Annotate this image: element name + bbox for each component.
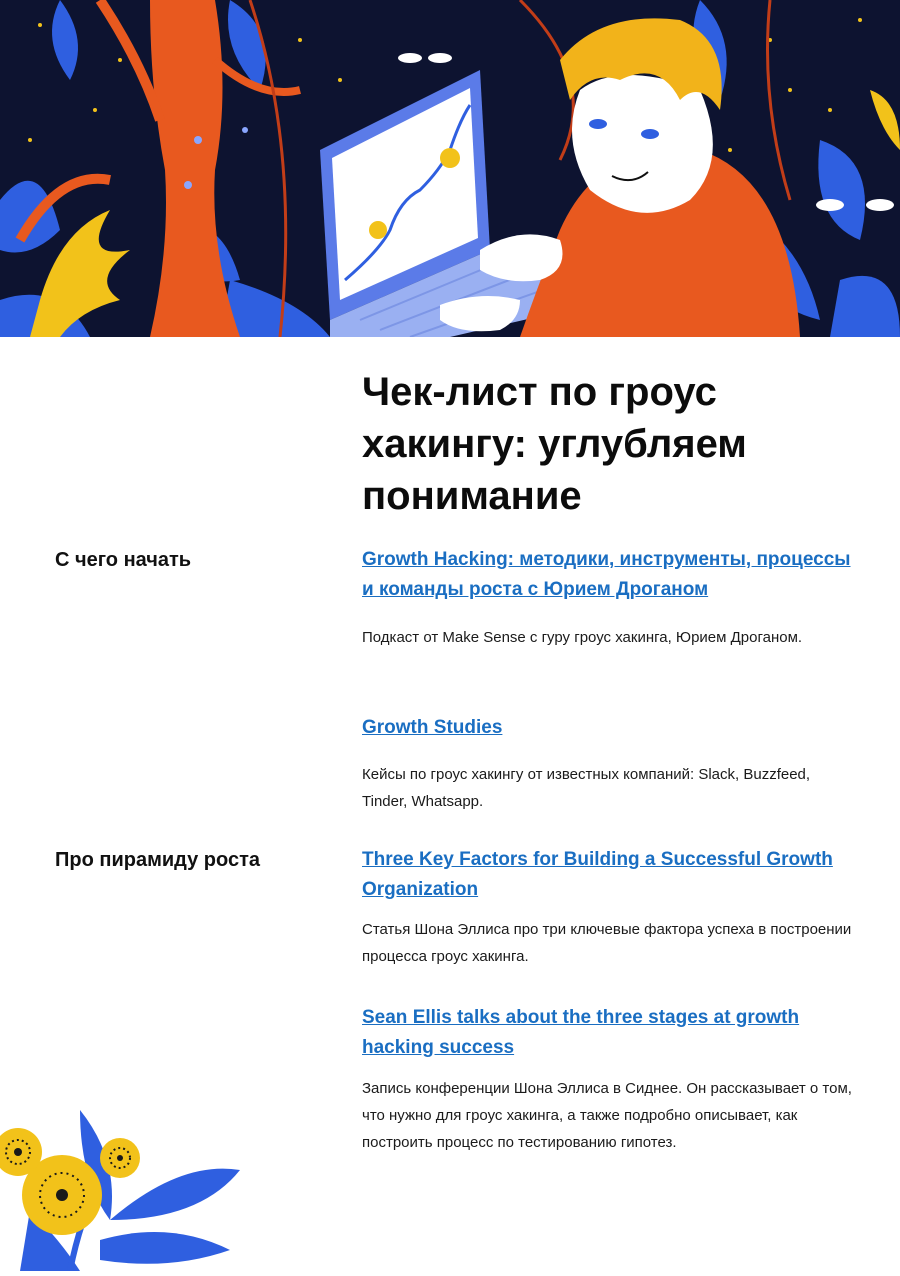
link-three-key-factors[interactable]: Three Key Factors for Building a Successful Growth Organization (362, 849, 833, 900)
flowers-decoration (0, 1100, 260, 1271)
page-title: Чек-лист по гроус хакингу: углубляем понимание (362, 370, 747, 518)
desc-sean-ellis-talk: Запись конференции Шона Эллиса в Сиднее. Он рассказывает о том, что нужно для гроус хакинга, а также подробно описывает, как построить процесс по тестированию гипотез. (362, 1080, 852, 1151)
link-sean-ellis-talk[interactable]: Sean Ellis talks about the three stages at growth hacking success (362, 1007, 800, 1058)
desc-growth-studies: Кейсы по гроус хакингу от известных компаний: Slack, Buzzfeed, Tinder, Whatsapp. (362, 766, 811, 810)
flowers-art (0, 1100, 260, 1271)
link-growth-studies[interactable]: Growth Studies (362, 717, 503, 738)
hero-illustration (0, 0, 900, 337)
flower-small-right (100, 1138, 140, 1178)
section-label-pyramid: Про пирамиду роста (55, 849, 260, 871)
section-label-start: С чего начать (55, 549, 192, 571)
link-growth-hacking-podcast[interactable]: Growth Hacking: методики, инструменты, процессы и команды роста с Юрием Дроганом (362, 549, 851, 600)
desc-growth-hacking-podcast: Подкаст от Make Sense с гуру гроус хакинга, Юрием Дроганом. (362, 629, 803, 646)
desc-three-key-factors: Статья Шона Эллиса про три ключевые фактора успеха в построении процесса гроус хакинга. (362, 921, 852, 965)
hero-art (0, 0, 900, 337)
